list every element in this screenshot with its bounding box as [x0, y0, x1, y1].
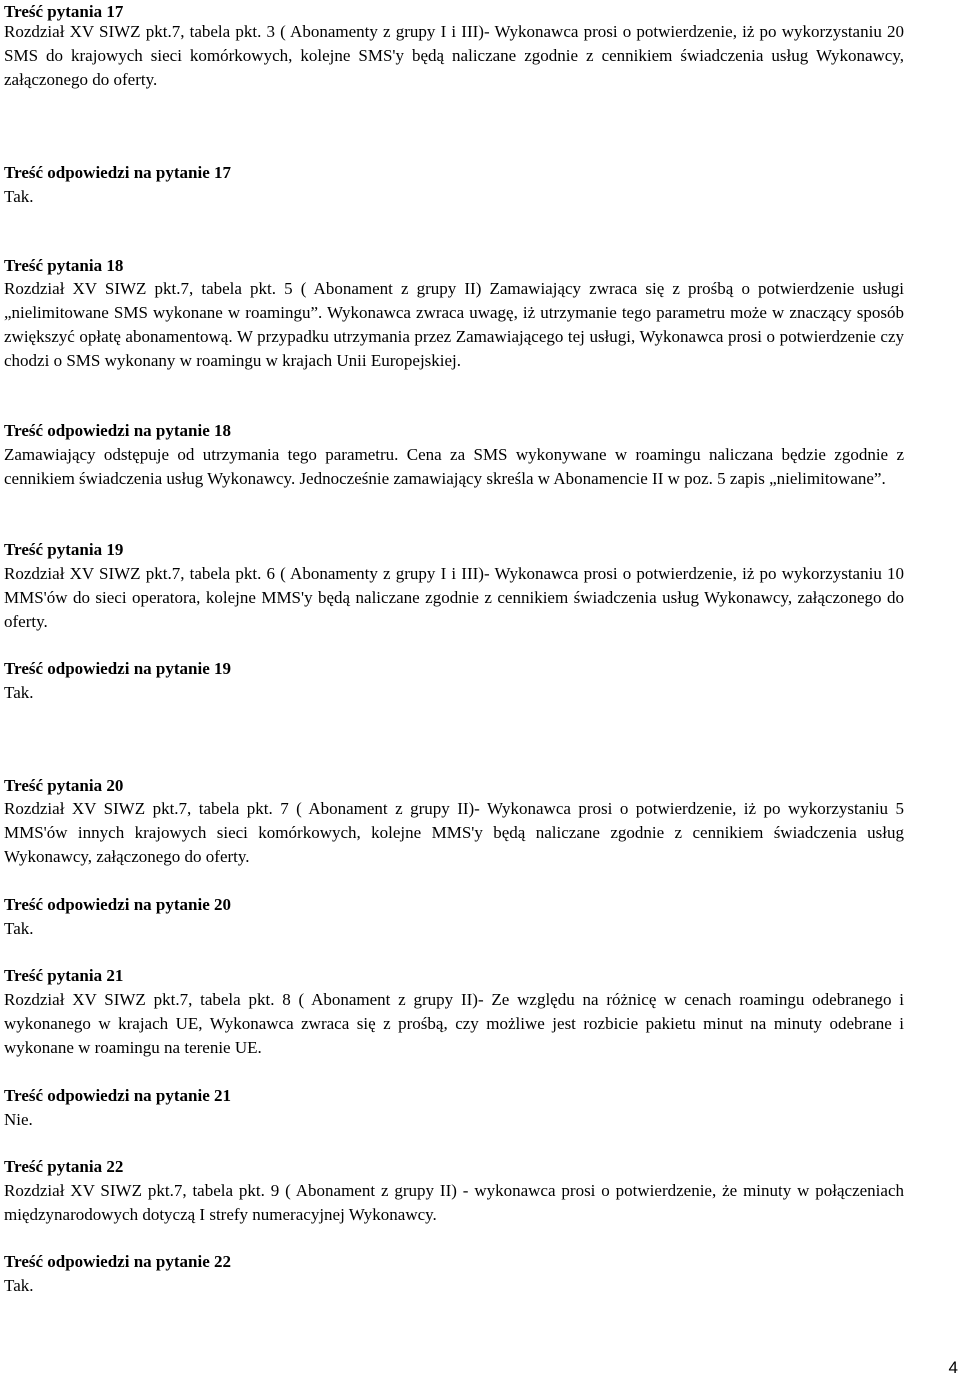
question-19-body: Rozdział XV SIWZ pkt.7, tabela pkt. 6 ( Abonamenty z grupy I i III)- Wykonawca prosi o potwierdzenie, iż po wykorzystaniu 10 MMS'ów do sieci operatora, kolejne MMS'y będą naliczane zgodnie z cennikiem świadczenia usług Wykonawcy, załączonego do oferty.	[4, 564, 904, 631]
question-21-title: Treść pytania 21	[4, 966, 124, 985]
question-19-title: Treść pytania 19	[4, 540, 124, 559]
answer-22-body: Tak.	[4, 1276, 34, 1295]
answer-21-title: Treść odpowiedzi na pytanie 21	[4, 1086, 231, 1105]
question-20-title: Treść pytania 20	[4, 776, 124, 795]
answer-19-body: Tak.	[4, 683, 34, 702]
question-18-body: Rozdział XV SIWZ pkt.7, tabela pkt. 5 ( Abonament z grupy II) Zamawiający zwraca się z prośbą o potwierdzenie usługi „nielimitowane SMS wykonane w roamingu”. Wykonawca zwraca uwagę, iż utrzymanie tego parametru może w znaczący sposób zwiększyć opłatę abonamentową. W przypadku utrzymania przez Zamawiającego tej usługi, Wykonawca prosi o potwierdzenie czy chodzi o SMS wykonany w roamingu w krajach Unii Europejskiej.	[4, 279, 904, 370]
answer-21-body: Nie.	[4, 1110, 33, 1129]
answer-18-body: Zamawiający odstępuje od utrzymania tego parametru. Cena za SMS wykonywane w roamingu naliczana będzie zgodnie z cennikiem świadczenia usług Wykonawcy. Jednocześnie zamawiający skreśla w Abonamencie II w poz. 5 zapis „nielimitowane”.	[4, 445, 904, 488]
page-number: 4	[948, 1358, 958, 1377]
answer-17-title: Treść odpowiedzi na pytanie 17	[4, 163, 231, 182]
answer-22-title: Treść odpowiedzi na pytanie 22	[4, 1252, 231, 1271]
question-22-title: Treść pytania 22	[4, 1157, 124, 1176]
question-21-body: Rozdział XV SIWZ pkt.7, tabela pkt. 8 ( Abonament z grupy II)- Ze względu na różnicę w cenach roamingu odebranego i wykonanego w krajach UE, Wykonawca zwraca się z prośbą, czy możliwe jest rozbicie pakietu minut na minuty odebrane i wykonane w roamingu na terenie UE.	[4, 990, 904, 1057]
answer-18-title: Treść odpowiedzi na pytanie 18	[4, 421, 231, 440]
question-17-title: Treść pytania 17	[4, 2, 124, 21]
question-17-body: Rozdział XV SIWZ pkt.7, tabela pkt. 3 ( Abonamenty z grupy I i III)- Wykonawca prosi o potwierdzenie, iż po wykorzystaniu 20 SMS do krajowych sieci komórkowych, kolejne SMS'y będą naliczane zgodnie z cennikiem świadczenia usług Wykonawcy, załączonego do oferty.	[4, 22, 904, 89]
answer-17-body: Tak.	[4, 187, 34, 206]
answer-19-title: Treść odpowiedzi na pytanie 19	[4, 659, 231, 678]
question-22-body: Rozdział XV SIWZ pkt.7, tabela pkt. 9 ( Abonament z grupy II) - wykonawca prosi o potwierdzenie, że minuty w połączeniach międzynarodowych dotyczą I strefy numeracyjnej Wykonawcy.	[4, 1181, 904, 1224]
question-20-body: Rozdział XV SIWZ pkt.7, tabela pkt. 7 ( Abonament z grupy II)- Wykonawca prosi o potwierdzenie, iż po wykorzystaniu 5 MMS'ów innych krajowych sieci komórkowych, kolejne MMS'y będą naliczane zgodnie z cennikiem świadczenia usług Wykonawcy, załączonego do oferty.	[4, 799, 904, 866]
answer-20-body: Tak.	[4, 919, 34, 938]
answer-20-title: Treść odpowiedzi na pytanie 20	[4, 895, 231, 914]
question-18-title: Treść pytania 18	[4, 256, 124, 275]
